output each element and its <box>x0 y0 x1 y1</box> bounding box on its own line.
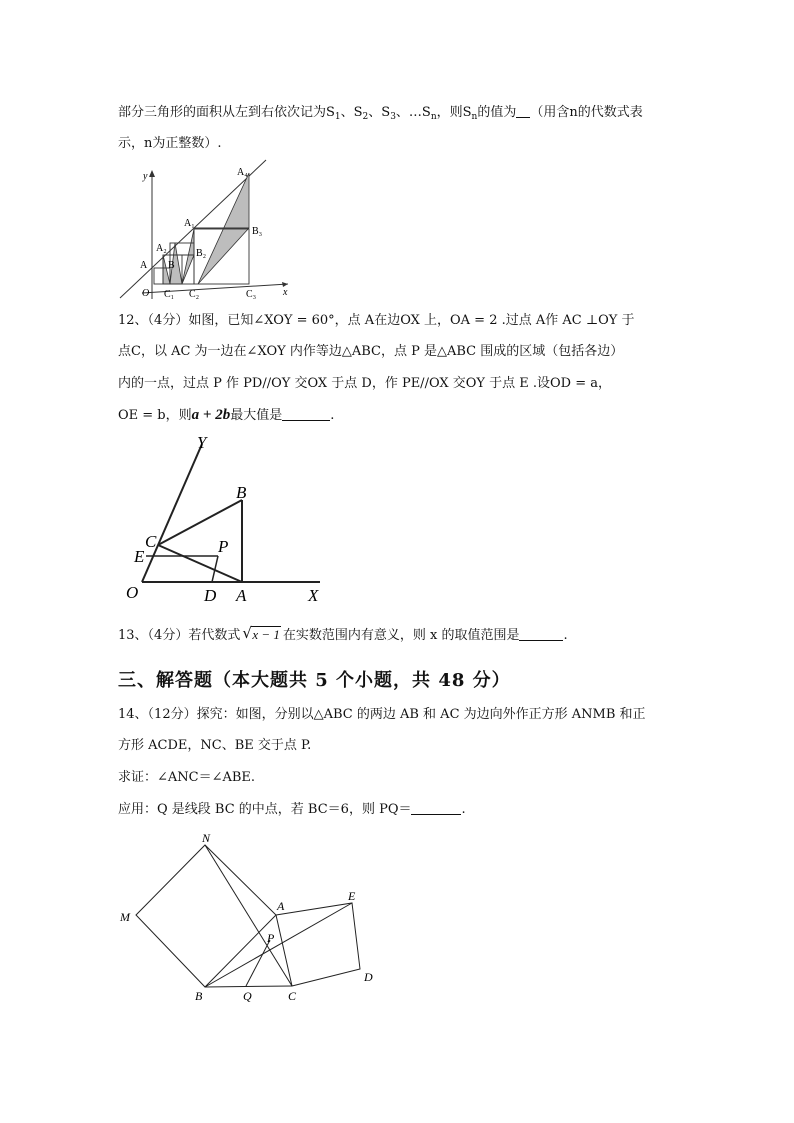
label-A: A <box>236 586 247 605</box>
label-B: B <box>168 260 175 271</box>
label-B: B <box>195 989 203 1003</box>
problem11-line1: 部分三角形的面积从左到右依次记为$S_1$、$S_2$、$S_3$、$\dots S_n$，则$S_n$的值为 （用含n的代数式表 <box>118 105 643 122</box>
label-E: E <box>348 889 356 903</box>
section-heading: 三、解答题（本大题共 5 个小题，共 48 分） <box>118 670 511 691</box>
problem12-line1: 12、（4分）如图，已知∠XOY = 60°，点 A在边OX 上，OA = 2 .过点 A作 AC ⊥OY 于 <box>118 313 635 328</box>
shaded-triangle-4 <box>198 173 249 284</box>
label-y: y <box>143 171 148 182</box>
label-N: N <box>202 831 211 845</box>
label-E: E <box>134 547 145 566</box>
problem14-line4: 应用：Q 是线段 BC 的中点，若 BC＝6，则 PQ＝ . <box>118 802 466 817</box>
answer-blank[interactable] <box>282 407 330 421</box>
label-x: x <box>283 287 288 298</box>
label-C3: C₃ <box>246 289 257 300</box>
sqrt-expression: √ x − 1 <box>242 624 280 642</box>
answer-blank[interactable] <box>516 104 530 118</box>
label-B3: B₃ <box>252 226 263 237</box>
problem13-line: 13、（4分）若代数式 √ x − 1 在实数范围内有意义，则 x 的取值范围是 . <box>118 624 568 643</box>
label-B2: B₂ <box>196 248 207 259</box>
label-A1: A₁ <box>184 218 195 229</box>
problem12-line3: 内的一点，过点 P 作 PD//OY 交OX 于点 D，作 PE//OX 交OY 于点 E .设OD = a， <box>118 376 612 391</box>
label-P: P <box>267 931 275 945</box>
label-C: C <box>288 989 297 1003</box>
angle-triangle-figure <box>120 432 340 607</box>
answer-blank[interactable] <box>519 627 563 641</box>
label-D: D <box>364 970 373 984</box>
label-P: P <box>218 537 229 556</box>
label-O: O <box>126 583 139 602</box>
staircase-triangles-figure <box>118 158 298 302</box>
squares-figure <box>116 828 386 1010</box>
label-C2: C₂ <box>189 289 200 300</box>
label-A: A <box>277 899 285 913</box>
problem14-line1: 14、（12分）探究：如图，分别以△ABC 的两边 AB 和 AC 为边向外作正方形 ANMB 和正 <box>118 707 646 722</box>
label-M: M <box>120 910 130 924</box>
answer-blank[interactable] <box>411 801 461 815</box>
label-A: A <box>140 260 148 271</box>
problem12-line2: 点C，以 AC 为一边在∠XOY 内作等边△ABC，点 P 是△ABC 围成的区域（包括各边） <box>118 344 624 359</box>
problem11-line2: 示，n为正整数）. <box>118 136 222 151</box>
label-D: D <box>204 586 217 605</box>
label-Q: Q <box>243 989 252 1003</box>
label-A4: A₄ <box>237 167 248 178</box>
label-B: B <box>236 483 247 502</box>
label-O: O <box>142 288 150 299</box>
problem14-line3: 求证：∠ANC＝∠ABE. <box>118 770 256 785</box>
label-C: C <box>145 532 157 551</box>
problem12-line4: OE = b，则a + 2b最大值是 . <box>118 407 335 423</box>
label-X: X <box>308 586 319 605</box>
label-Y: Y <box>197 433 207 452</box>
label-A2: A₂ <box>156 243 167 254</box>
problem14-line2: 方形 ACDE，NC、BE 交于点 P. <box>118 738 312 753</box>
label-C1: C₁ <box>164 289 175 300</box>
